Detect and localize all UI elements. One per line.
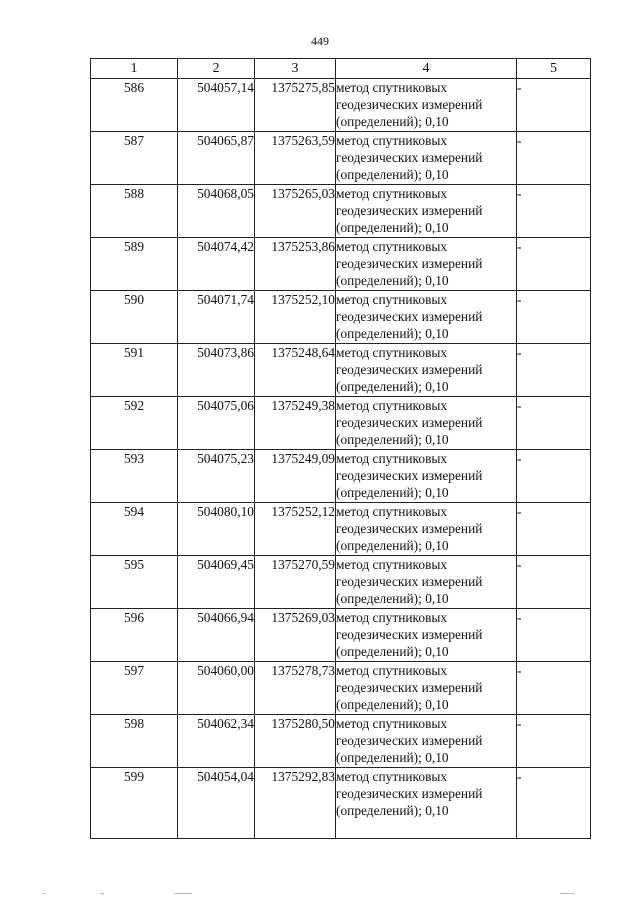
method-line: метод спутниковых xyxy=(336,504,448,519)
x-coordinate-cell: 504057,14 xyxy=(178,79,255,132)
method-line: геодезических измерений xyxy=(336,203,483,218)
table-row xyxy=(91,556,591,609)
x-coordinate-cell: 504065,87 xyxy=(178,132,255,185)
note-cell: - xyxy=(517,503,591,556)
table-row xyxy=(91,79,591,132)
method-line: геодезических измерений xyxy=(336,309,483,324)
method-line: геодезических измерений xyxy=(336,256,483,271)
note-cell: - xyxy=(517,662,591,715)
table-body xyxy=(91,79,591,839)
method-line: (определений); 0,10 xyxy=(336,379,449,394)
y-coordinate-cell: 1375252,12 xyxy=(255,503,336,556)
x-coordinate-cell: 504066,94 xyxy=(178,609,255,662)
method-cell xyxy=(336,238,517,291)
method-line: (определений); 0,10 xyxy=(336,591,449,606)
method-line: геодезических измерений xyxy=(336,574,483,589)
method-cell xyxy=(336,79,517,132)
method-line: (определений); 0,10 xyxy=(336,803,449,818)
scan-footer-marks xyxy=(40,893,600,897)
x-coordinate-cell: 504075,06 xyxy=(178,397,255,450)
method-line: геодезических измерений xyxy=(336,786,483,801)
x-coordinate-cell: 504074,42 xyxy=(178,238,255,291)
table-row xyxy=(91,715,591,768)
point-number-cell: 594 xyxy=(91,503,178,556)
x-coordinate-cell: 504054,04 xyxy=(178,768,255,839)
y-coordinate-cell: 1375275,85 xyxy=(255,79,336,132)
note-cell: - xyxy=(517,79,591,132)
method-line: геодезических измерений xyxy=(336,521,483,536)
table-row xyxy=(91,185,591,238)
table-row xyxy=(91,662,591,715)
method-line: метод спутниковых xyxy=(336,133,448,148)
point-number-cell: 586 xyxy=(91,79,178,132)
method-line: метод спутниковых xyxy=(336,345,448,360)
point-number-cell: 597 xyxy=(91,662,178,715)
x-coordinate-cell: 504080,10 xyxy=(178,503,255,556)
note-cell: - xyxy=(517,768,591,839)
note-cell: - xyxy=(517,291,591,344)
method-line: геодезических измерений xyxy=(336,733,483,748)
y-coordinate-cell: 1375265,03 xyxy=(255,185,336,238)
method-line: (определений); 0,10 xyxy=(336,220,449,235)
note-cell: - xyxy=(517,344,591,397)
y-coordinate-cell: 1375263,59 xyxy=(255,132,336,185)
method-cell xyxy=(336,344,517,397)
method-cell xyxy=(336,132,517,185)
y-coordinate-cell: 1375252,10 xyxy=(255,291,336,344)
y-coordinate-cell: 1375270,59 xyxy=(255,556,336,609)
y-coordinate-cell: 1375248,64 xyxy=(255,344,336,397)
table-row xyxy=(91,503,591,556)
method-cell xyxy=(336,715,517,768)
note-cell: - xyxy=(517,238,591,291)
method-line: метод спутниковых xyxy=(336,398,448,413)
method-cell xyxy=(336,556,517,609)
point-number-cell: 592 xyxy=(91,397,178,450)
x-coordinate-cell: 504062,34 xyxy=(178,715,255,768)
table-row xyxy=(91,450,591,503)
header-col-2: 2 xyxy=(178,59,255,79)
header-col-4: 4 xyxy=(336,59,517,79)
method-line: (определений); 0,10 xyxy=(336,538,449,553)
point-number-cell: 595 xyxy=(91,556,178,609)
method-cell xyxy=(336,503,517,556)
method-cell xyxy=(336,662,517,715)
method-line: геодезических измерений xyxy=(336,627,483,642)
table-row xyxy=(91,609,591,662)
method-line: метод спутниковых xyxy=(336,610,448,625)
note-cell: - xyxy=(517,132,591,185)
table-row xyxy=(91,238,591,291)
header-col-1: 1 xyxy=(91,59,178,79)
method-cell xyxy=(336,768,517,839)
table-row xyxy=(91,132,591,185)
table-row xyxy=(91,397,591,450)
method-line: (определений); 0,10 xyxy=(336,114,449,129)
method-line: метод спутниковых xyxy=(336,716,448,731)
method-line: (определений); 0,10 xyxy=(336,273,449,288)
x-coordinate-cell: 504073,86 xyxy=(178,344,255,397)
method-line: геодезических измерений xyxy=(336,468,483,483)
note-cell: - xyxy=(517,556,591,609)
y-coordinate-cell: 1375269,03 xyxy=(255,609,336,662)
x-coordinate-cell: 504060,00 xyxy=(178,662,255,715)
point-number-cell: 591 xyxy=(91,344,178,397)
table-row xyxy=(91,344,591,397)
x-coordinate-cell: 504069,45 xyxy=(178,556,255,609)
point-number-cell: 588 xyxy=(91,185,178,238)
note-cell: - xyxy=(517,715,591,768)
note-cell: - xyxy=(517,609,591,662)
method-line: геодезических измерений xyxy=(336,680,483,695)
point-number-cell: 590 xyxy=(91,291,178,344)
method-cell xyxy=(336,291,517,344)
point-number-cell: 599 xyxy=(91,768,178,839)
method-line: геодезических измерений xyxy=(336,97,483,112)
header-col-5: 5 xyxy=(517,59,591,79)
method-line: (определений); 0,10 xyxy=(336,167,449,182)
method-line: (определений); 0,10 xyxy=(336,750,449,765)
method-cell xyxy=(336,185,517,238)
point-number-cell: 587 xyxy=(91,132,178,185)
point-number-cell: 593 xyxy=(91,450,178,503)
method-line: (определений); 0,10 xyxy=(336,432,449,447)
method-cell xyxy=(336,609,517,662)
method-line: метод спутниковых xyxy=(336,292,448,307)
y-coordinate-cell: 1375280,50 xyxy=(255,715,336,768)
method-line: метод спутниковых xyxy=(336,239,448,254)
method-line: метод спутниковых xyxy=(336,663,448,678)
note-cell: - xyxy=(517,185,591,238)
x-coordinate-cell: 504075,23 xyxy=(178,450,255,503)
header-row xyxy=(91,59,591,79)
y-coordinate-cell: 1375249,09 xyxy=(255,450,336,503)
method-line: геодезических измерений xyxy=(336,415,483,430)
point-number-cell: 589 xyxy=(91,238,178,291)
y-coordinate-cell: 1375292,83 xyxy=(255,768,336,839)
method-line: метод спутниковых xyxy=(336,80,448,95)
method-line: метод спутниковых xyxy=(336,186,448,201)
method-line: (определений); 0,10 xyxy=(336,485,449,500)
note-cell: - xyxy=(517,450,591,503)
method-line: (определений); 0,10 xyxy=(336,326,449,341)
method-cell xyxy=(336,450,517,503)
page-number: 449 xyxy=(311,34,329,48)
y-coordinate-cell: 1375253,86 xyxy=(255,238,336,291)
method-line: геодезических измерений xyxy=(336,150,483,165)
table-row xyxy=(91,291,591,344)
y-coordinate-cell: 1375278,73 xyxy=(255,662,336,715)
method-line: метод спутниковых xyxy=(336,557,448,572)
method-cell xyxy=(336,397,517,450)
header-col-3: 3 xyxy=(255,59,336,79)
table-header xyxy=(91,59,591,79)
method-line: (определений); 0,10 xyxy=(336,644,449,659)
method-line: (определений); 0,10 xyxy=(336,697,449,712)
table-row xyxy=(91,768,591,839)
x-coordinate-cell: 504068,05 xyxy=(178,185,255,238)
method-line: метод спутниковых xyxy=(336,769,448,784)
x-coordinate-cell: 504071,74 xyxy=(178,291,255,344)
method-line: метод спутниковых xyxy=(336,451,448,466)
method-line: геодезических измерений xyxy=(336,362,483,377)
coordinates-table xyxy=(90,58,591,839)
point-number-cell: 596 xyxy=(91,609,178,662)
y-coordinate-cell: 1375249,38 xyxy=(255,397,336,450)
point-number-cell: 598 xyxy=(91,715,178,768)
note-cell: - xyxy=(517,397,591,450)
